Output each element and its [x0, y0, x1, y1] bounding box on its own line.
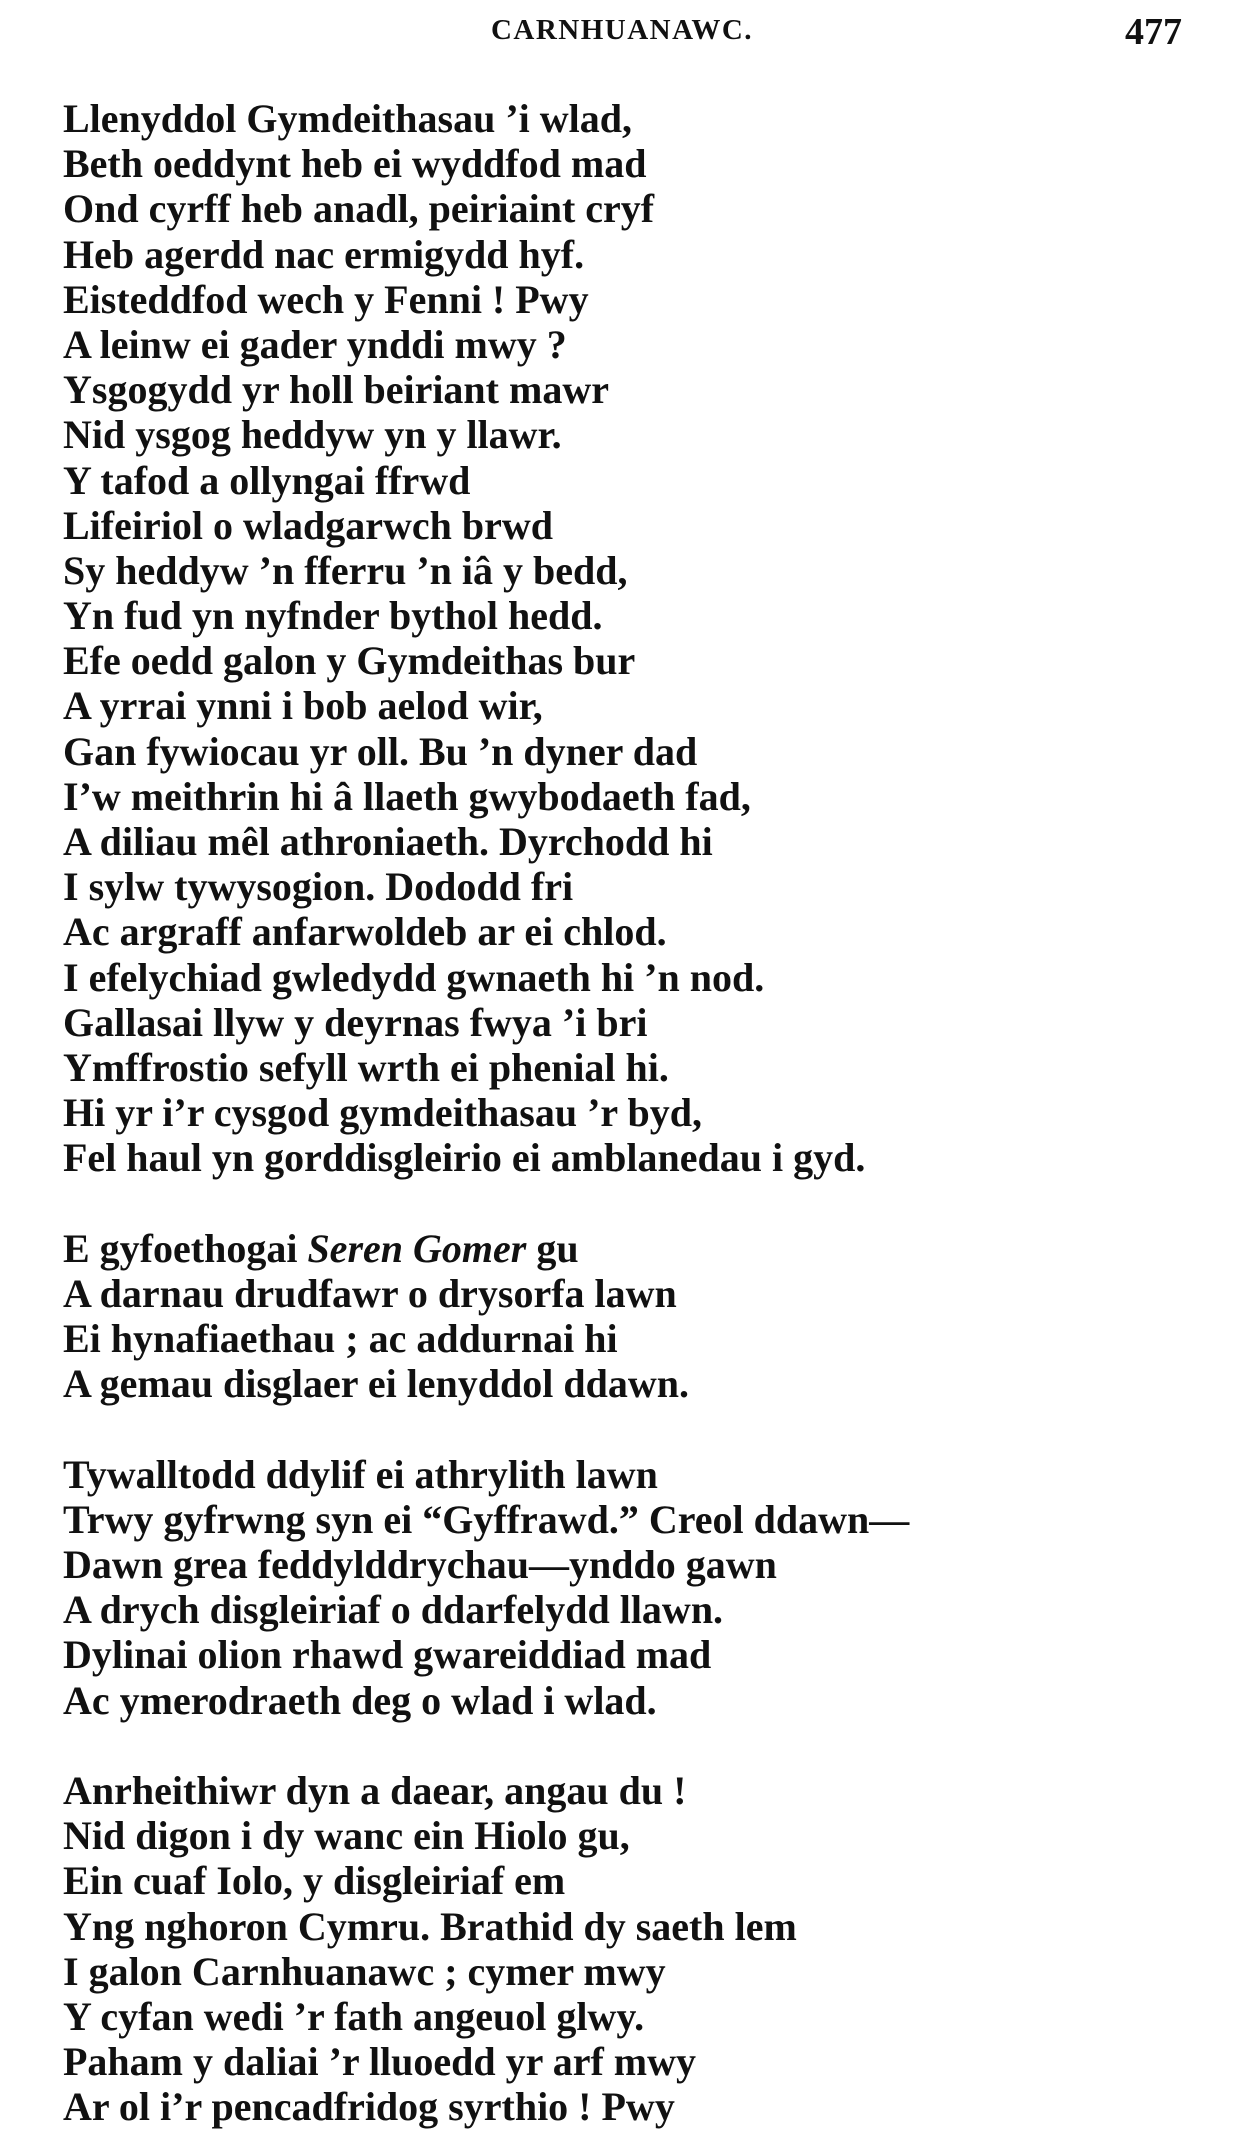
verse-line: Lifeiriol o wladgarwch brwd	[63, 502, 553, 548]
verse-line: Gallasai llyw y deyrnas fwya ’i bri	[63, 999, 648, 1045]
verse-line: Hi yr i’r cysgod gymdeithasau ’r byd,	[63, 1090, 702, 1136]
verse-line: Ymffrostio sefyll wrth ei phenial hi.	[63, 1044, 669, 1090]
verse-line: A diliau mêl athroniaeth. Dyrchodd hi	[63, 819, 713, 864]
verse-line: Ein cuaf Iolo, y disgleiriaf em	[63, 1858, 566, 1904]
verse-line: Yn fud yn nyfnder bythol hedd.	[63, 593, 603, 639]
verse-line: Yng nghoron Cymru. Brathid dy saeth lem	[63, 1903, 797, 1949]
verse-line: Y tafod a ollyngai ffrwd	[63, 457, 471, 503]
verse-line: Sy heddyw ’n fferru ’n iâ y bedd,	[63, 547, 628, 593]
verse-line: Llenyddol Gymdeithasau ’i wlad,	[63, 96, 633, 141]
verse-line: A drych disgleiriaf o ddarfelydd llawn.	[63, 1587, 724, 1633]
verse-line: Ei hynafiaethau ; ac addurnai hi	[63, 1316, 618, 1362]
running-head	[62, 10, 1182, 60]
verse-line: A leinw ei gader ynddi mwy ?	[63, 321, 567, 367]
verse-text: E gyfoethogai	[63, 1225, 308, 1271]
verse-line: Tywalltodd ddylif ei athrylith lawn	[63, 1451, 658, 1497]
stanza-gap	[63, 1406, 1183, 1451]
verse-text: gu	[526, 1225, 579, 1271]
verse-line: Ar ol i’r pencadfridog syrthio ! Pwy	[63, 2084, 675, 2130]
verse-line: Beth oeddynt heb ei wyddfod mad	[63, 141, 647, 187]
verse-line: Heb agerdd nac ermigydd hyf.	[63, 231, 585, 277]
running-title: CARNHUANAWC.	[490, 14, 754, 46]
stanza-gap	[63, 1723, 1183, 1768]
verse-line: I galon Carnhuanawc ; cymer mwy	[63, 1948, 666, 1994]
verse-line: Ac argraff anfarwoldeb ar ei chlod.	[63, 909, 667, 955]
verse-line: Dawn grea feddylddrychau—ynddo gawn	[63, 1542, 777, 1587]
verse-line: Anrheithiwr dyn a daear, angau du !	[63, 1767, 687, 1813]
verse-line: Gan fywiocau yr oll. Bu ’n dyner dad	[63, 728, 698, 774]
verse-line: Eisteddfod wech y Fenni ! Pwy	[63, 276, 589, 322]
verse-line: Efe oedd galon y Gymdeithas bur	[63, 638, 636, 684]
verse-line	[63, 1226, 1183, 1271]
poem	[63, 96, 1183, 2129]
periodical-title: Seren Gomer	[307, 1225, 527, 1271]
page-number: 477	[1125, 11, 1182, 53]
stanza-2	[63, 1226, 1183, 1407]
stanza-3	[63, 1452, 1183, 1723]
verse-line: Nid digon i dy wanc ein Hiolo gu,	[63, 1813, 630, 1859]
verse-line: A gemau disglaer ei lenyddol ddawn.	[63, 1361, 690, 1407]
verse-line: Dylinai olion rhawd gwareiddiad mad	[63, 1632, 712, 1678]
stanza-gap	[63, 1181, 1183, 1226]
verse-line: Nid ysgog heddyw yn y llawr.	[63, 412, 562, 458]
verse-line: Trwy gyfrwng syn ei “Gyffrawd.” Creol ddawn—	[63, 1496, 910, 1542]
stanza-4	[63, 1768, 1183, 2130]
verse-line: A darnau drudfawr o drysorfa lawn	[63, 1270, 677, 1316]
verse-line: Y cyfan wedi ’r fath angeuol glwy.	[63, 1993, 645, 2039]
verse-line: I efelychiad gwledydd gwnaeth hi ’n nod.	[63, 954, 765, 1000]
verse-line: Ac ymerodraeth deg o wlad i wlad.	[63, 1677, 657, 1723]
verse-line: Ond cyrff heb anadl, peiriaint cryf	[63, 186, 655, 232]
verse-line: I’w meithrin hi â llaeth gwybodaeth fad,	[63, 773, 751, 819]
verse-line: A yrrai ynni i bob aelod wir,	[63, 683, 543, 729]
verse-line: Ysgogydd yr holl beiriant mawr	[63, 367, 609, 413]
verse-line: Fel haul yn gorddisgleirio ei amblanedau i gyd.	[63, 1135, 866, 1181]
verse-line: I sylw tywysogion. Dododd fri	[63, 864, 574, 910]
stanza-1	[63, 96, 1183, 1181]
verse-line: Paham y daliai ’r lluoedd yr arf mwy	[63, 2039, 696, 2085]
